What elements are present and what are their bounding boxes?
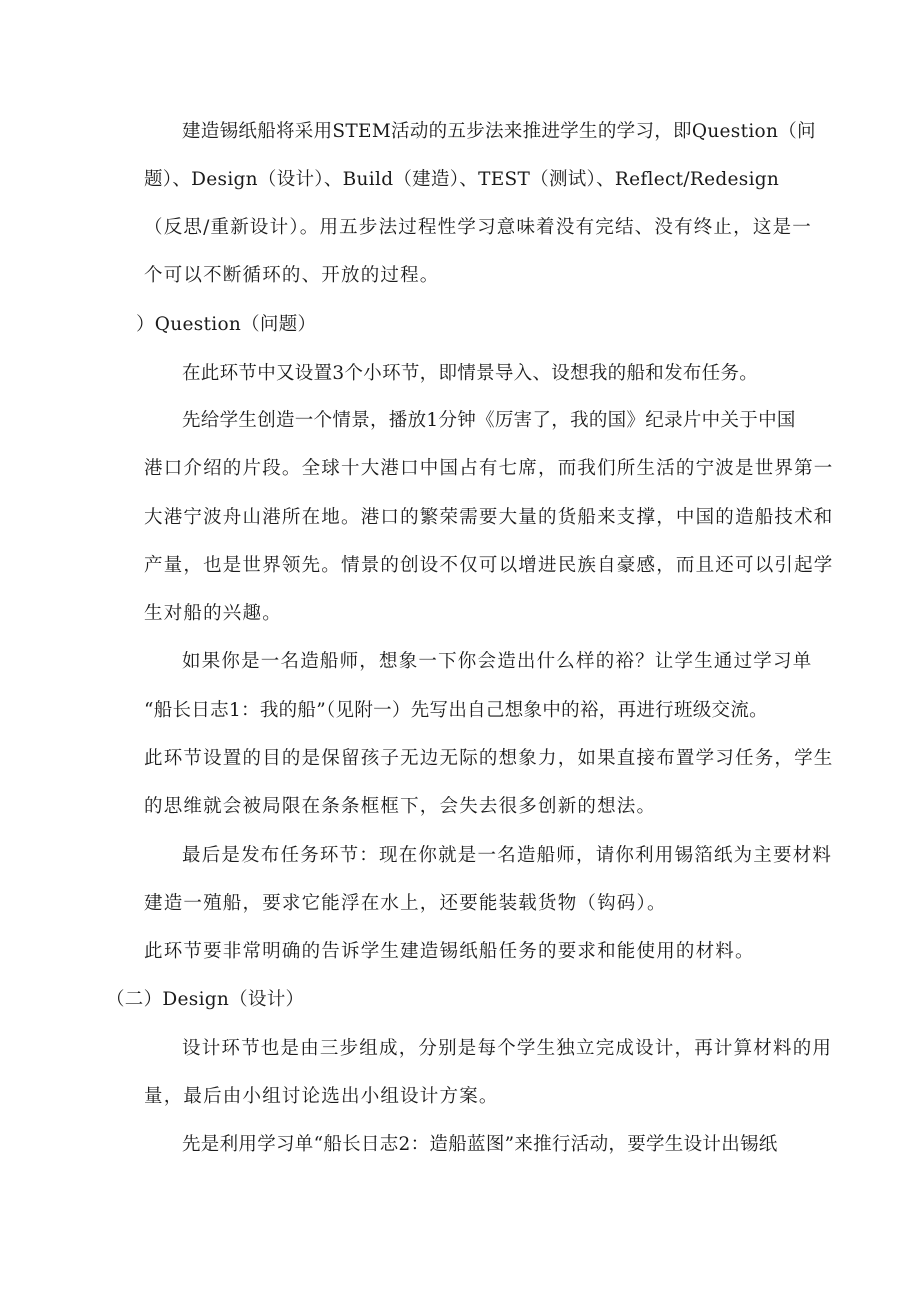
design-paragraph-line-1: 设计环节也是由三步组成，分别是每个学生独立完成设计，再计算材料的用 — [182, 1038, 833, 1059]
intro-paragraph-line-2: 题）、Design（设计）、Build（建造）、TEST（测试）、Reflect/Redesign — [144, 169, 780, 190]
scenario-paragraph-line-2: 港口介绍的片段。全球十大港口中国占有七席，而我们所生活的宁波是世界第一 — [144, 458, 834, 479]
scenario-paragraph-line-5: 生对船的兴趣。 — [144, 603, 282, 624]
question-paragraph-intro: 在此环节中又设置3个小环节，即情景导入、设想我的船和发布任务。 — [182, 363, 759, 384]
imagine-paragraph-line-4: 的思维就会被局限在条条框框下，会失去很多创新的想法。 — [144, 796, 657, 817]
intro-paragraph-line-3: （反思/重新设计）。用五步法过程性学习意味着没有完结、没有终止，这是一 — [144, 217, 812, 238]
intro-paragraph-line-4: 个可以不断循环的、开放的过程。 — [144, 265, 440, 286]
task-requirement-paragraph: 此环节要非常明确的告诉学生建造锡纸船任务的要求和能使用的材料。 — [144, 941, 755, 962]
section-heading-design: （二）Design（设计） — [106, 989, 305, 1010]
imagine-paragraph-line-2: “船长日志1：我的船”（见附一）先写出自己想象中的裕，再进行班级交流。 — [144, 700, 768, 721]
imagine-paragraph-line-3: 此环节设置的目的是保留孩子无边无际的想象力，如果直接布置学习任务，学生 — [144, 748, 834, 769]
design-paragraph-line-2: 量，最后由小组讨论选出小组设计方案。 — [144, 1086, 499, 1107]
task-paragraph-line-1: 最后是发布任务环节：现在你就是一名造船师，请你利用锡箔纸为主要材料 — [182, 845, 833, 866]
scenario-paragraph-line-1: 先给学生创造一个情景，播放1分钟《厉害了，我的国》纪录片中关于中国 — [182, 410, 796, 431]
scenario-paragraph-line-4: 产量，也是世界领先。情景的创设不仅可以增进民族自豪感，而且还可以引起学 — [144, 555, 834, 576]
task-paragraph-line-2: 建造一殖船，要求它能浮在水上，还要能装载货物（钩码）。 — [144, 893, 667, 914]
section-heading-question: ）Question（问题） — [136, 314, 317, 335]
imagine-paragraph-line-1: 如果你是一名造船师，想象一下你会造出什么样的裕？让学生通过学习单 — [182, 651, 813, 672]
scenario-paragraph-line-3: 大港宁波舟山港所在地。港口的繁荣需要大量的货船来支撑，中国的造船技术和 — [144, 507, 834, 528]
blueprint-paragraph-line-1: 先是利用学习单“船长日志2：造船蓝图”来推行活动，要学生设计出锡纸 — [182, 1134, 778, 1155]
intro-paragraph-line-1: 建造锡纸船将采用STEM活动的五步法来推进学生的学习，即Question（问 — [182, 121, 816, 142]
